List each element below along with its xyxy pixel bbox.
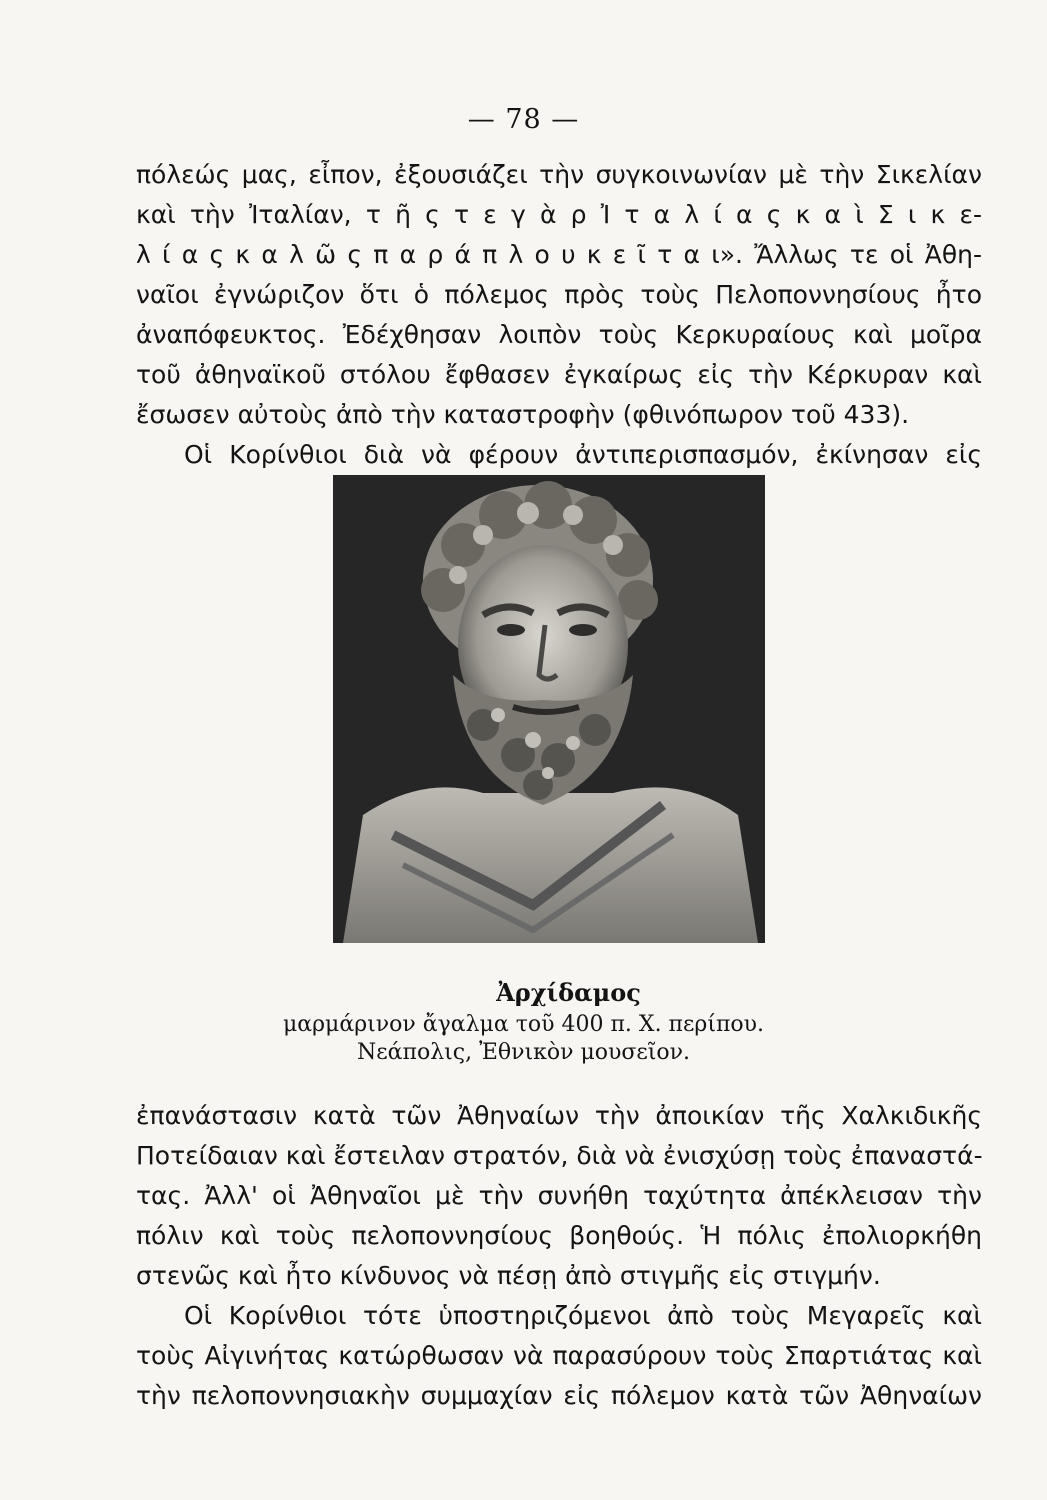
text-line: Ποτείδαιαν καὶ ἔστειλαν στρατόν, διὰ νὰ ἐνισχύσῃ τοὺς ἐπαναστά- — [136, 1141, 983, 1170]
text-line: λ ί α ς κ α λ ῶ ς π α ρ ά π λ ο υ κ ε ῖ τ α ι». Ἄλλως τε οἱ Ἀθη- — [136, 240, 982, 269]
bust-photograph — [333, 475, 765, 943]
text-line: πόλεώς μας, εἶπον, ἐξουσιάζει τὴν συγκοινωνίαν μὲ τὴν Σικελίαν — [136, 160, 982, 189]
text-line: πόλιν καὶ τοὺς πελοποννησίους βοηθούς. Ἡ πόλις ἐπολιορκήθη — [136, 1221, 982, 1250]
text-line: ἐπανάστασιν κατὰ τῶν Ἀθηναίων τὴν ἀποικίαν τῆς Χαλκιδικῆς — [136, 1101, 982, 1130]
figure-caption-location: Νεάπολις, Ἐθνικὸν μουσεῖον. — [356, 1040, 691, 1065]
text-line: καὶ τὴν Ἰταλίαν, τ ῆ ς τ ε γ ὰ ρ Ἰ τ α λ ί α ς κ α ὶ Σ ι κ ε- — [136, 200, 982, 229]
figure-title: Ἀρχίδαμος — [496, 978, 641, 1007]
text-line: Οἱ Κορίνθιοι τότε ὑποστηριζόμενοι ἀπὸ τοὺς Μεγαρεῖς καὶ — [184, 1301, 982, 1330]
text-block-bottom — [136, 1096, 982, 1416]
text-line: ναῖοι ἐγνώριζον ὅτι ὁ πόλεμος πρὸς τοὺς Πελοποννησίους ἦτο — [136, 280, 982, 309]
page-number: — 78 — — [467, 104, 580, 135]
text-line: ἀναπόφευκτος. Ἐδέχθησαν λοιπὸν τοὺς Κερκυραίους καὶ μοῖρα — [136, 320, 982, 349]
text-line: ἔσωσεν αὐτοὺς ἀπὸ τὴν καταστροφὴν (φθινόπωρον τοῦ 433). — [136, 400, 910, 429]
text-line: τοὺς Αἰγινήτας κατώρθωσαν νὰ παρασύρουν τοὺς Σπαρτιάτας καὶ — [136, 1341, 982, 1370]
figure-caption: μαρμάρινον ἄγαλμα τοῦ 400 π. Χ. περίπου. — [282, 1012, 765, 1037]
text-line: στενῶς καὶ ἦτο κίνδυνος νὰ πέσῃ ἀπὸ στιγμῆς εἰς στιγμήν. — [136, 1261, 881, 1290]
text-line: τὴν πελοποννησιακὴν συμμαχίαν εἰς πόλεμον κατὰ τῶν Ἀθηναίων — [136, 1381, 982, 1410]
text-line: Οἱ Κορίνθιοι διὰ νὰ φέρουν ἀντιπερισπασμόν, ἐκίνησαν εἰς — [184, 440, 982, 469]
text-line: τας. Ἀλλ' οἱ Ἀθηναῖοι μὲ τὴν συνήθη ταχύτητα ἀπέκλεισαν τὴν — [136, 1181, 982, 1210]
text-block-top — [136, 155, 982, 475]
text-line: τοῦ ἀθηναϊκοῦ στόλου ἔφθασεν ἐγκαίρως εἰς τὴν Κέρκυραν καὶ — [136, 360, 982, 389]
